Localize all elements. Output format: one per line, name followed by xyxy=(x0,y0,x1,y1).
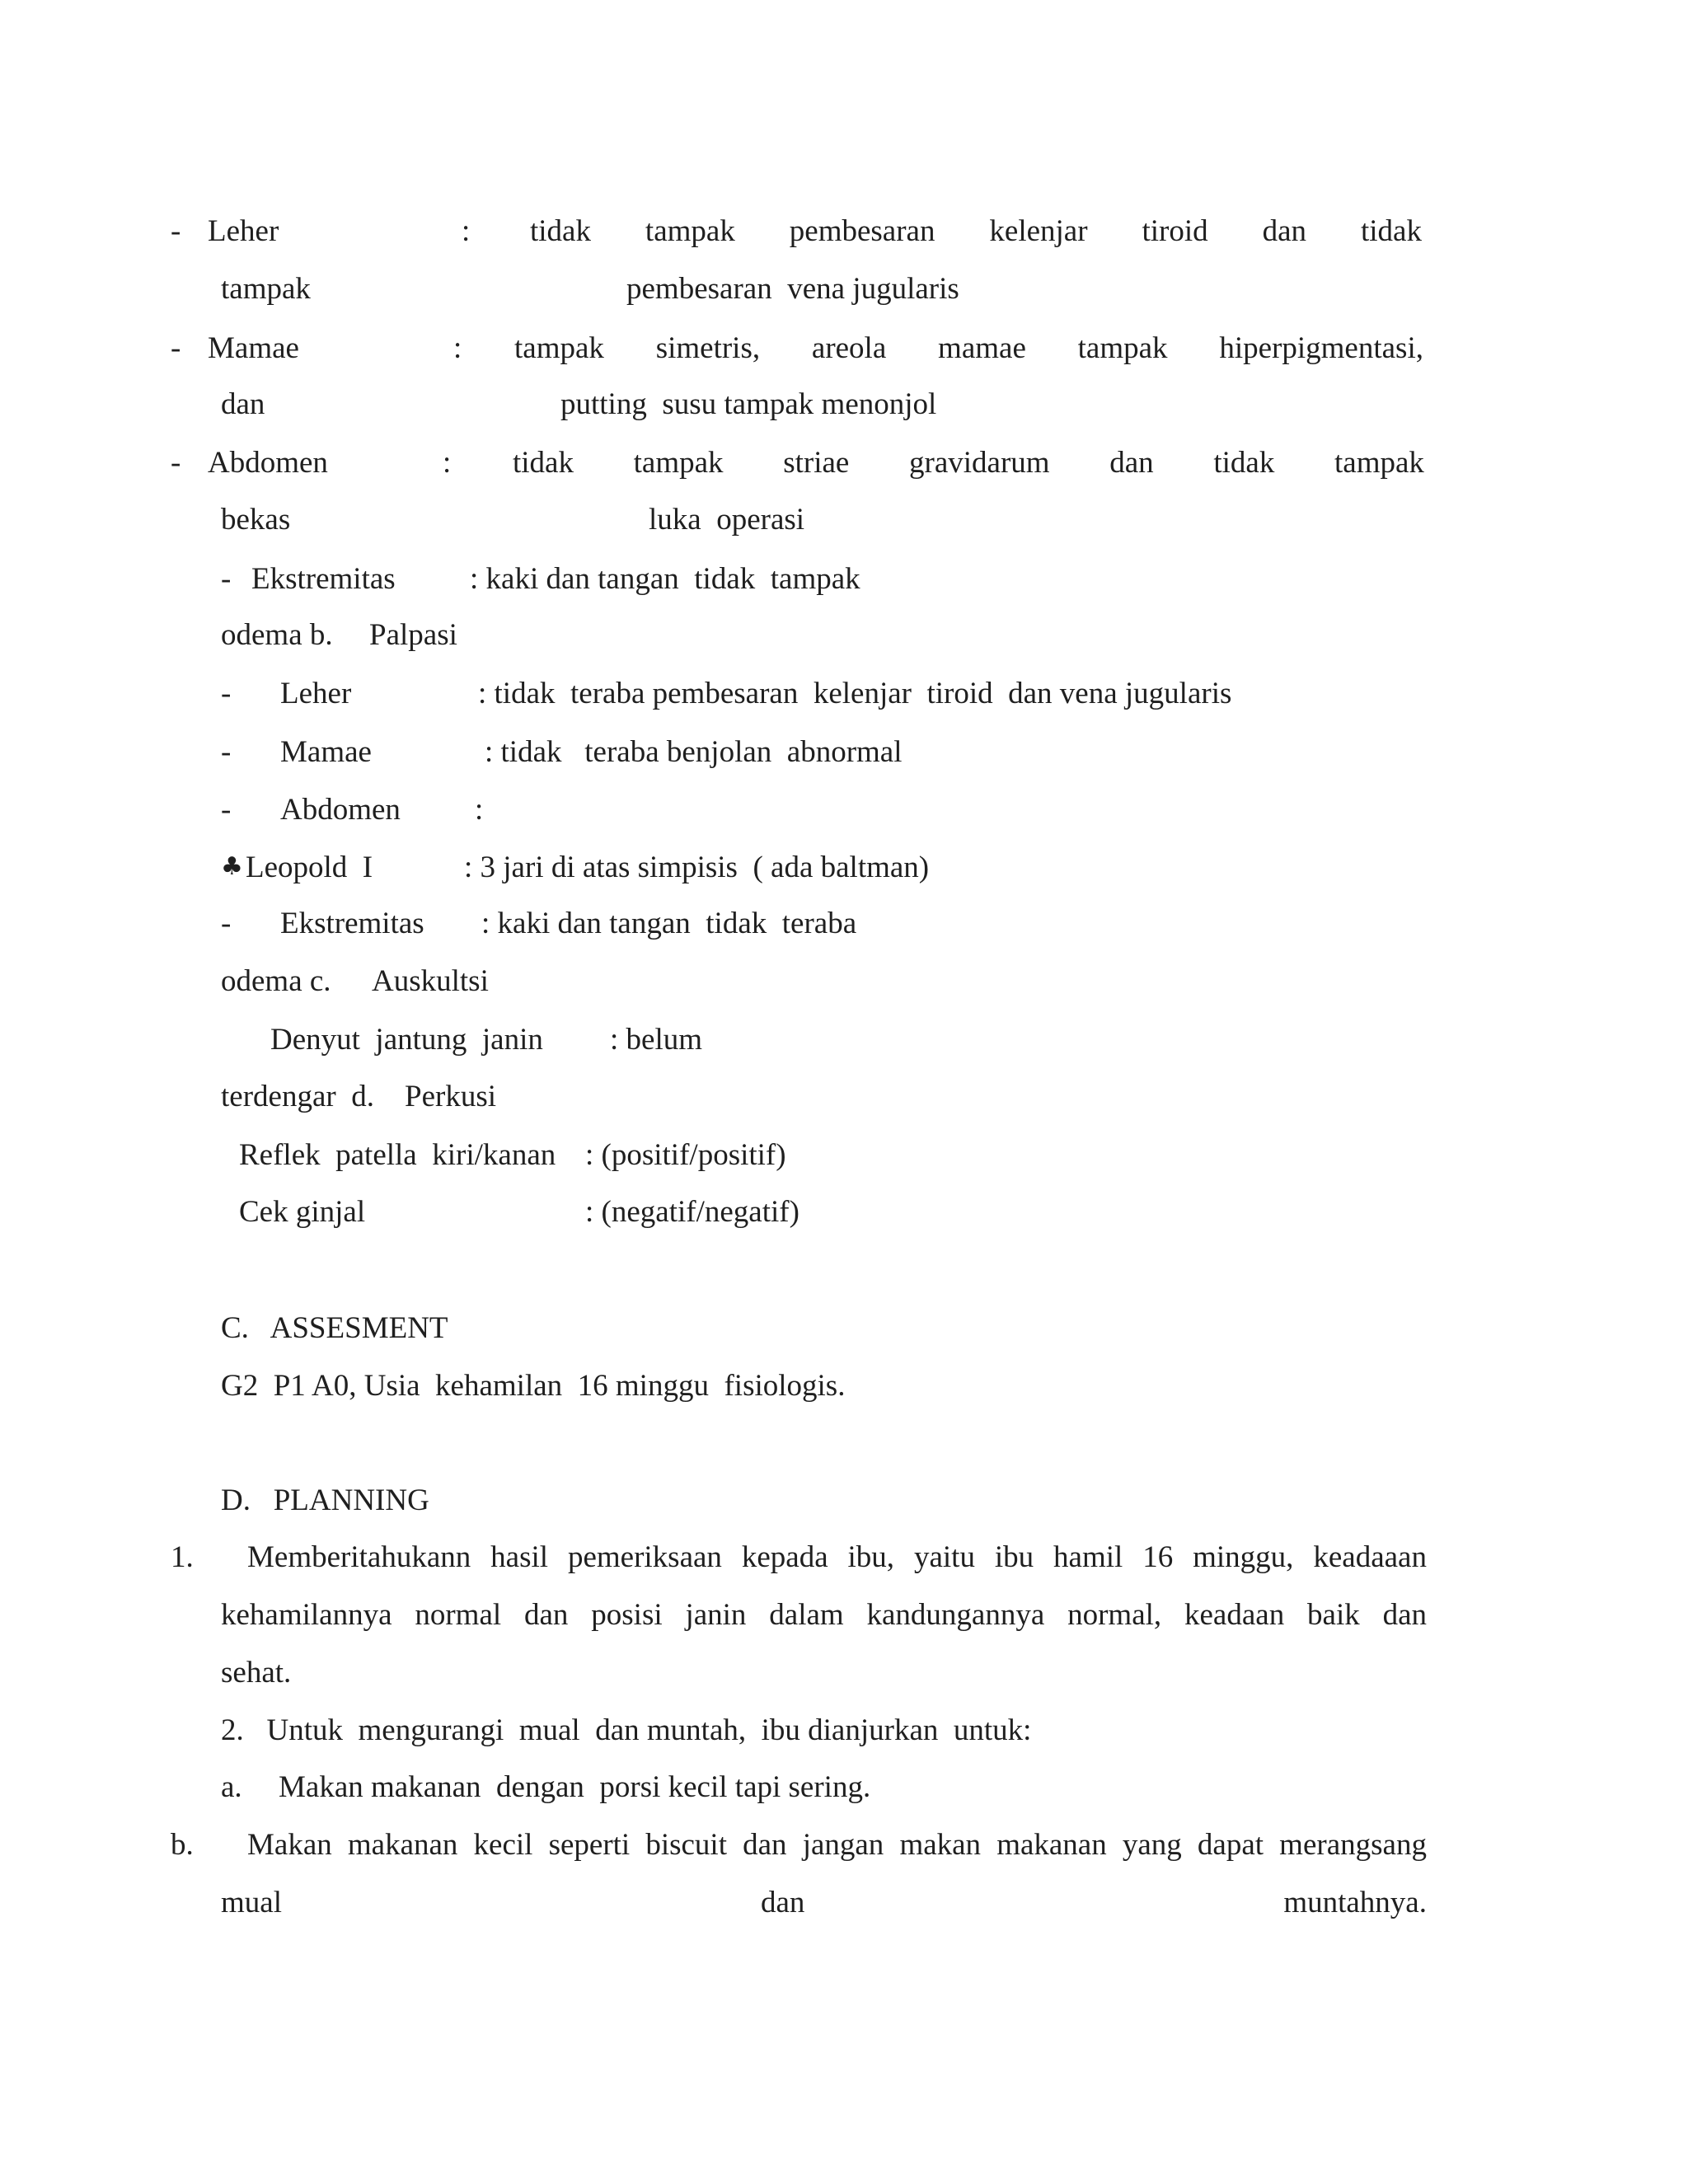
word: Memberitahukann xyxy=(247,1540,471,1574)
item-label-leopold: Leopold I xyxy=(246,851,373,884)
item-colon: : xyxy=(453,331,462,365)
continuation-text: sehat. xyxy=(221,1656,292,1690)
justified-line xyxy=(247,1542,1427,1572)
section-heading-planning: D. PLANNING xyxy=(221,1483,429,1517)
word: tampak xyxy=(514,331,604,365)
word: yang xyxy=(1122,1828,1182,1862)
continuation-word: bekas xyxy=(221,503,291,537)
item-label-reflek: Reflek patella kiri/kanan xyxy=(239,1138,556,1172)
item-value: : kaki dan tangan tidak tampak xyxy=(470,562,860,596)
planning-item-2: 2. Untuk mengurangi mual dan muntah, ibu dianjurkan untuk: xyxy=(221,1713,1032,1747)
justified-line xyxy=(247,1830,1427,1860)
item-value: : (negatif/negatif) xyxy=(585,1195,799,1229)
word: mamae xyxy=(938,331,1026,365)
item-value: : (positif/positif) xyxy=(585,1138,786,1172)
word: kehamilannya xyxy=(221,1598,392,1632)
item-colon: : xyxy=(462,214,471,248)
justified-line xyxy=(513,448,1424,478)
word: tampak xyxy=(1077,331,1168,365)
justified-line xyxy=(530,216,1422,246)
word: dalam xyxy=(769,1598,844,1632)
word: dan xyxy=(743,1828,787,1862)
list-dash: - xyxy=(221,907,232,940)
word: pemeriksaan xyxy=(567,1540,722,1574)
word: areola xyxy=(811,331,887,365)
continuation-text: terdengar d. xyxy=(221,1080,374,1113)
item-label-ginjal: Cek ginjal xyxy=(239,1195,366,1229)
list-letter: b. xyxy=(171,1828,194,1862)
item-label-abdomen: Abdomen xyxy=(208,446,328,480)
word: hiperpigmentasi, xyxy=(1219,331,1423,365)
word: dan xyxy=(1262,214,1307,248)
planning-item-a: Makan makanan dengan porsi kecil tapi sering. xyxy=(279,1770,871,1804)
justified-line xyxy=(514,333,1423,363)
word: kepada xyxy=(741,1540,828,1574)
word: keadaan xyxy=(1184,1598,1285,1632)
word: baik xyxy=(1307,1598,1360,1632)
item-label-ekstremitas: Ekstremitas xyxy=(251,562,396,596)
word: hamil xyxy=(1053,1540,1123,1574)
word: kecil xyxy=(473,1828,533,1862)
item-label-leher: Leher xyxy=(280,677,352,710)
continuation-word: dan xyxy=(221,387,265,421)
continuation-text: odema c. xyxy=(221,964,331,998)
item-value: : kaki dan tangan tidak teraba xyxy=(481,907,857,940)
word: yaitu xyxy=(913,1540,975,1574)
word: dan xyxy=(1109,446,1154,480)
word: tampak xyxy=(645,214,735,248)
word: makan xyxy=(899,1828,982,1862)
list-dash: - xyxy=(221,562,232,596)
item-value: : tidak teraba benjolan abnormal xyxy=(485,735,903,769)
continuation-text: luka operasi xyxy=(649,503,805,537)
word: tidak xyxy=(530,214,591,248)
word: mual xyxy=(221,1886,282,1919)
item-colon: : xyxy=(443,446,452,480)
word: normal, xyxy=(1067,1598,1162,1632)
list-dash: - xyxy=(221,793,232,827)
item-label-djj: Denyut jantung janin xyxy=(270,1023,543,1057)
word: pembesaran xyxy=(789,214,935,248)
continuation-text: putting susu tampak menonjol xyxy=(560,387,937,421)
word: dapat xyxy=(1197,1828,1264,1862)
word: keadaaan xyxy=(1313,1540,1427,1574)
word: tidak xyxy=(1360,214,1422,248)
word: ibu, xyxy=(847,1540,895,1574)
list-dash: - xyxy=(221,677,232,710)
list-number: 1. xyxy=(171,1540,194,1574)
word: striae xyxy=(783,446,850,480)
word: posisi xyxy=(591,1598,663,1632)
list-dash: - xyxy=(171,331,181,365)
word: merangsang xyxy=(1279,1828,1427,1862)
word: muntahnya. xyxy=(1283,1886,1427,1919)
word: hasil xyxy=(490,1540,549,1574)
word: biscuit xyxy=(645,1828,727,1862)
word: makanan xyxy=(347,1828,458,1862)
list-letter: a. xyxy=(221,1770,242,1804)
word: makanan xyxy=(996,1828,1107,1862)
list-dash: - xyxy=(171,214,181,248)
list-dash: - xyxy=(221,735,232,769)
justified-line xyxy=(221,1887,1427,1918)
item-label-leher: Leher xyxy=(208,214,279,248)
section-heading-perkusi: Perkusi xyxy=(405,1080,496,1113)
item-value: : tidak teraba pembesaran kelenjar tiroid dan vena jugularis xyxy=(478,677,1232,710)
section-heading-auskultasi: Auskultsi xyxy=(372,964,489,998)
continuation-text: odema b. xyxy=(221,618,333,652)
justified-line xyxy=(221,1600,1427,1630)
word: simetris, xyxy=(655,331,761,365)
word: dan xyxy=(1382,1598,1427,1632)
word: Makan xyxy=(247,1828,332,1862)
section-heading-assessment: C. ASSESMENT xyxy=(221,1311,448,1345)
word: tampak xyxy=(1334,446,1424,480)
word: ibu xyxy=(994,1540,1034,1574)
item-label-ekstremitas: Ekstremitas xyxy=(280,907,424,940)
word: tidak xyxy=(1213,446,1275,480)
word: kelenjar xyxy=(989,214,1088,248)
item-value: : belum xyxy=(610,1023,703,1057)
word: 16 xyxy=(1142,1540,1174,1574)
item-label-mamae: Mamae xyxy=(280,735,372,769)
word: minggu, xyxy=(1193,1540,1294,1574)
word: jangan xyxy=(802,1828,884,1862)
word: seperti xyxy=(548,1828,631,1862)
word: tiroid xyxy=(1142,214,1208,248)
section-heading-palpasi: Palpasi xyxy=(369,618,457,652)
word: janin xyxy=(685,1598,747,1632)
word: normal xyxy=(415,1598,502,1632)
continuation-word: tampak xyxy=(221,272,311,306)
word: dan xyxy=(760,1886,805,1919)
item-value: : xyxy=(475,793,484,827)
club-bullet-icon: ♣ xyxy=(221,852,243,881)
word: tidak xyxy=(513,446,574,480)
item-label-mamae: Mamae xyxy=(208,331,299,365)
item-label-abdomen: Abdomen xyxy=(280,793,401,827)
word: gravidarum xyxy=(909,446,1050,480)
list-dash: - xyxy=(171,446,181,480)
continuation-text: pembesaran vena jugularis xyxy=(626,272,959,306)
word: tampak xyxy=(633,446,724,480)
word: dan xyxy=(524,1598,569,1632)
assessment-text: G2 P1 A0, Usia kehamilan 16 minggu fisiologis. xyxy=(221,1369,846,1403)
word: kandungannya xyxy=(866,1598,1045,1632)
item-value: : 3 jari di atas simpisis ( ada baltman) xyxy=(464,851,930,884)
